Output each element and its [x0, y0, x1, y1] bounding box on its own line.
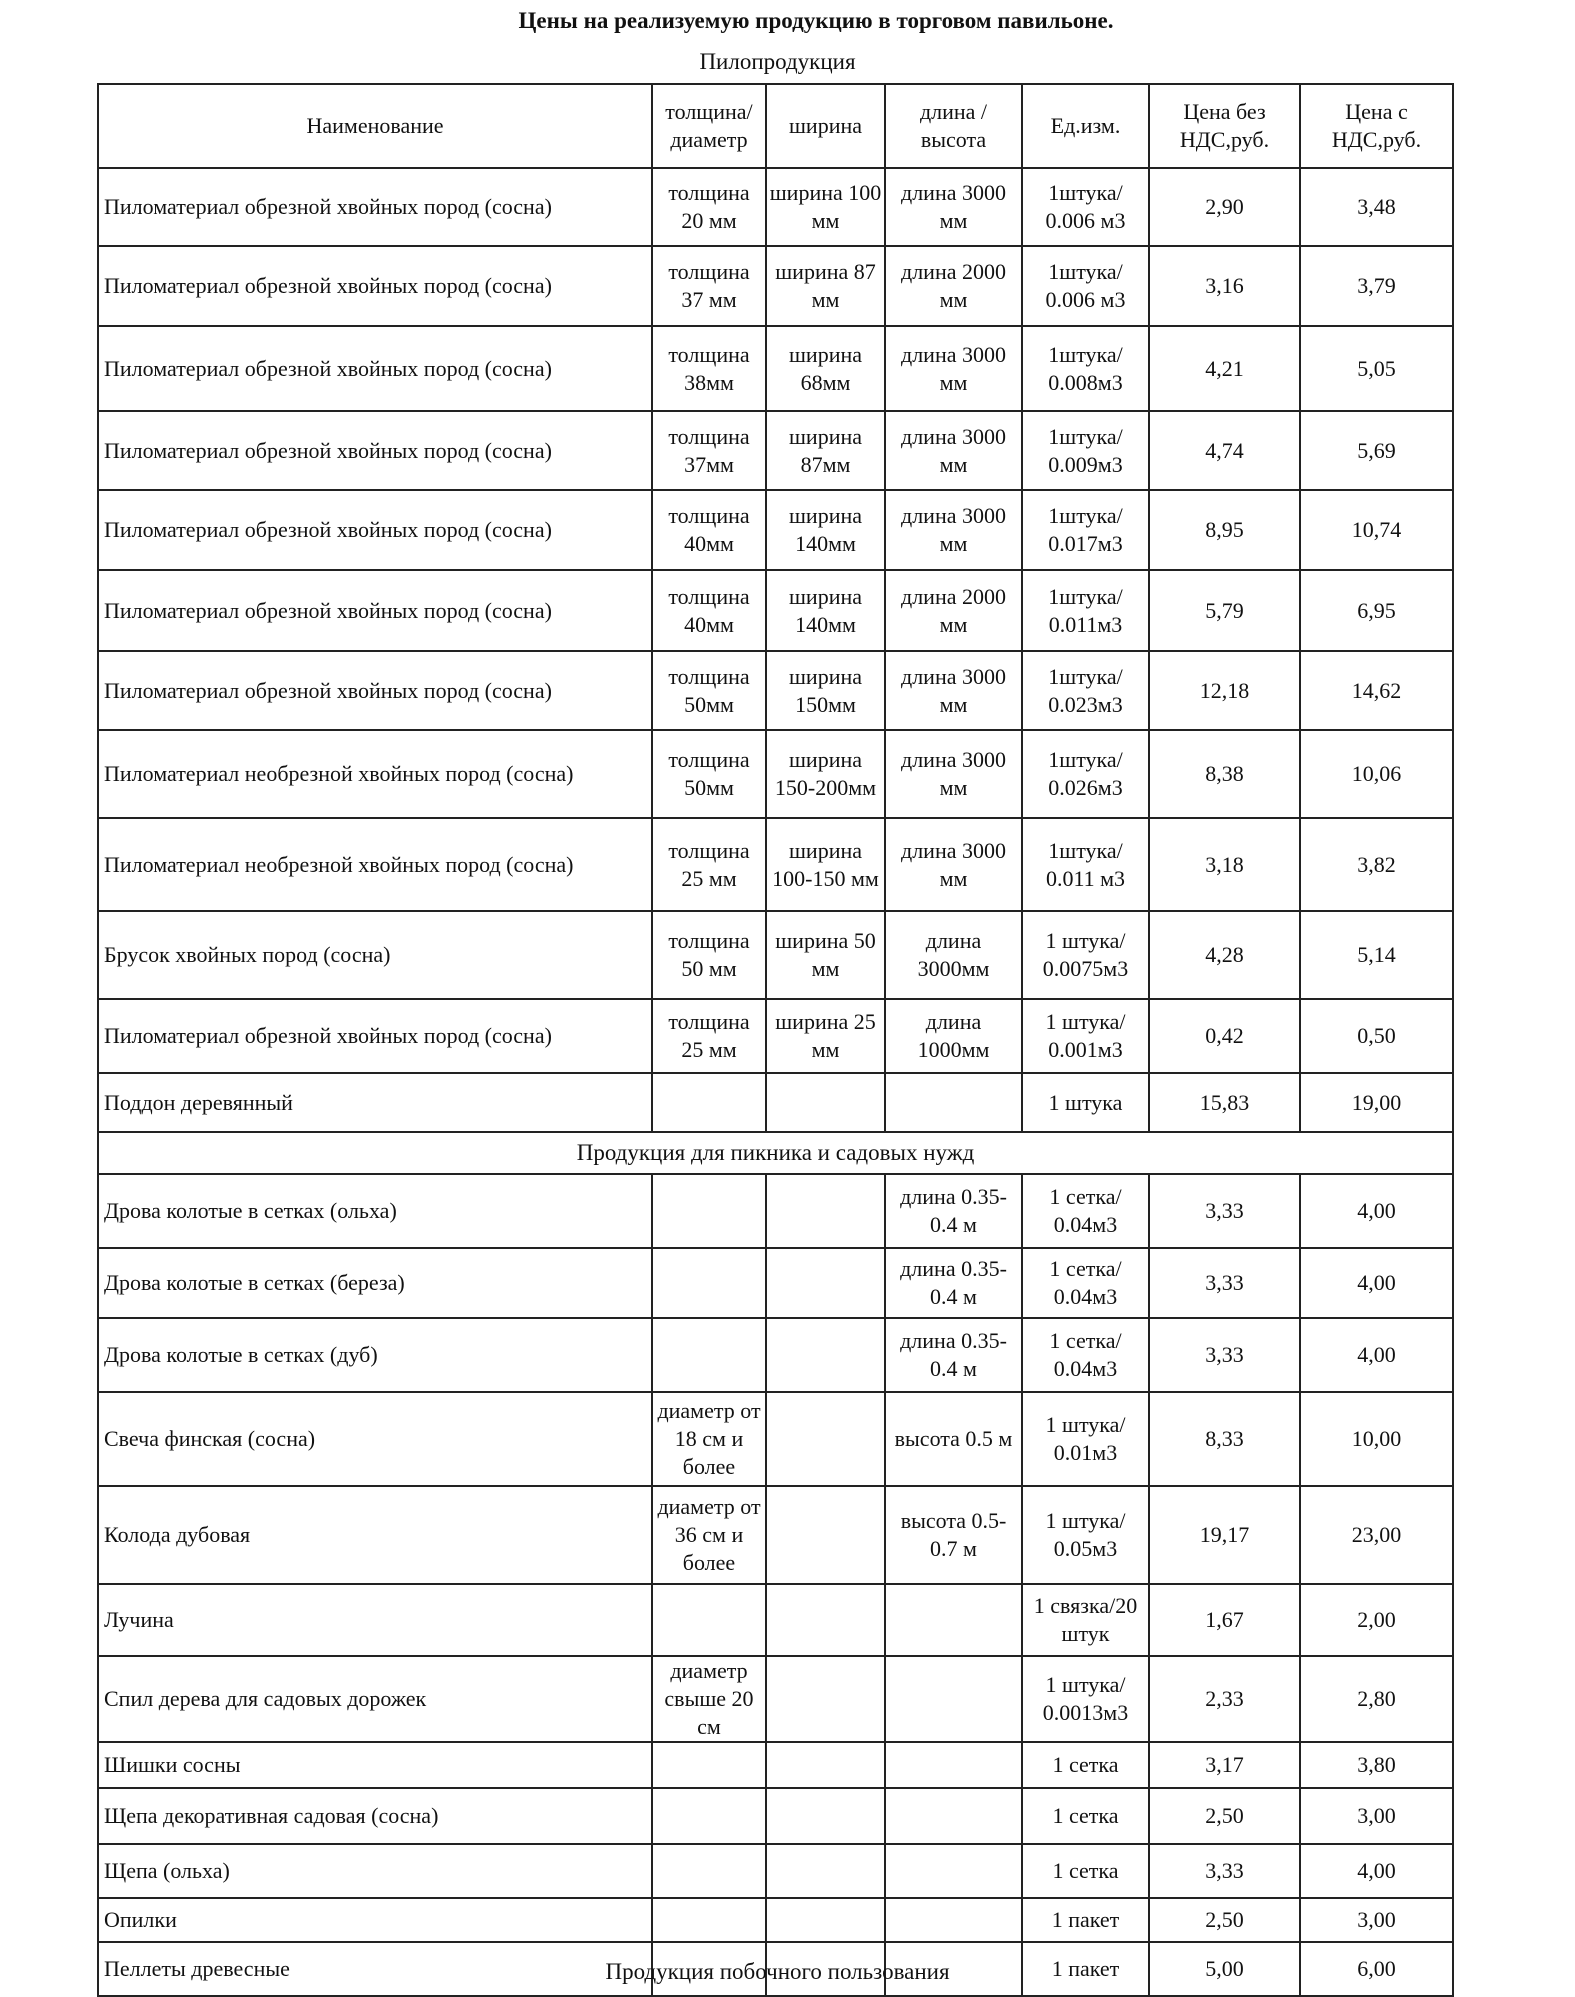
table-row	[98, 818, 1453, 911]
table-row	[98, 490, 1453, 570]
item-name: Пиломатериал обрезной хвойных пород (сосна)	[98, 326, 652, 411]
length-cell: длина 1000мм	[885, 999, 1022, 1073]
unit-cell: 1 штука/ 0.0075м3	[1022, 911, 1149, 999]
thickness-cell: толщина 40мм	[652, 490, 766, 570]
price-vat-cell: 3,48	[1300, 168, 1453, 246]
length-cell: длина 0.35- 0.4 м	[885, 1174, 1022, 1248]
width-cell	[766, 1248, 885, 1318]
width-cell: ширина 140мм	[766, 490, 885, 570]
table-row	[98, 411, 1453, 490]
unit-cell: 1 сетка/ 0.04м3	[1022, 1174, 1149, 1248]
table-row	[98, 730, 1453, 818]
thickness-cell	[652, 1742, 766, 1788]
table-row	[98, 1248, 1453, 1318]
thickness-cell	[652, 1073, 766, 1132]
item-name: Пиломатериал необрезной хвойных пород (сосна)	[98, 818, 652, 911]
item-name: Пиломатериал обрезной хвойных пород (сосна)	[98, 168, 652, 246]
item-name: Колода дубовая	[98, 1486, 652, 1584]
price-vat-cell: 19,00	[1300, 1073, 1453, 1132]
price-vat-cell: 5,05	[1300, 326, 1453, 411]
unit-cell: 1 сетка	[1022, 1788, 1149, 1844]
table-row	[98, 999, 1453, 1073]
unit-cell: 1 сетка	[1022, 1742, 1149, 1788]
thickness-cell: диаметр от 18 см и более	[652, 1392, 766, 1486]
length-cell: длина 3000 мм	[885, 818, 1022, 911]
length-cell: длина 2000 мм	[885, 246, 1022, 326]
header-unit: Ед.изм.	[1022, 84, 1149, 168]
length-cell: длина 3000 мм	[885, 651, 1022, 730]
item-name: Пиломатериал обрезной хвойных пород (сосна)	[98, 999, 652, 1073]
item-name: Щепа (ольха)	[98, 1844, 652, 1898]
thickness-cell: толщина 25 мм	[652, 999, 766, 1073]
price-no-vat-cell: 3,33	[1149, 1248, 1300, 1318]
price-vat-cell: 23,00	[1300, 1486, 1453, 1584]
width-cell	[766, 1584, 885, 1656]
thickness-cell: толщина 37 мм	[652, 246, 766, 326]
price-no-vat-cell: 8,33	[1149, 1392, 1300, 1486]
item-name: Дрова колотые в сетках (дуб)	[98, 1318, 652, 1392]
width-cell	[766, 1073, 885, 1132]
thickness-cell	[652, 1174, 766, 1248]
header-name: Наименование	[98, 84, 652, 168]
price-vat-cell: 10,00	[1300, 1392, 1453, 1486]
length-cell: длина 3000 мм	[885, 490, 1022, 570]
width-cell	[766, 1174, 885, 1248]
price-no-vat-cell: 3,18	[1149, 818, 1300, 911]
price-vat-cell: 3,80	[1300, 1742, 1453, 1788]
table-row	[98, 1486, 1453, 1584]
item-name: Спил дерева для садовых дорожек	[98, 1656, 652, 1742]
item-name: Пиломатериал обрезной хвойных пород (сосна)	[98, 490, 652, 570]
unit-cell: 1 пакет	[1022, 1898, 1149, 1942]
price-vat-cell: 5,69	[1300, 411, 1453, 490]
price-vat-cell: 4,00	[1300, 1248, 1453, 1318]
price-no-vat-cell: 4,28	[1149, 911, 1300, 999]
thickness-cell	[652, 1844, 766, 1898]
price-no-vat-cell: 5,00	[1149, 1942, 1300, 1996]
unit-cell: 1 сетка/ 0.04м3	[1022, 1318, 1149, 1392]
price-no-vat-cell: 2,50	[1149, 1898, 1300, 1942]
table-row	[98, 1844, 1453, 1898]
thickness-cell: толщина 20 мм	[652, 168, 766, 246]
length-cell: длина 0.35- 0.4 м	[885, 1318, 1022, 1392]
price-no-vat-cell: 3,33	[1149, 1844, 1300, 1898]
table-row	[98, 1656, 1453, 1742]
unit-cell: 1 штука/ 0.001м3	[1022, 999, 1149, 1073]
length-cell	[885, 1584, 1022, 1656]
width-cell: ширина 87 мм	[766, 246, 885, 326]
thickness-cell: диаметр свыше 20 см	[652, 1656, 766, 1742]
thickness-cell	[652, 1898, 766, 1942]
width-cell: ширина 68мм	[766, 326, 885, 411]
table-row	[98, 326, 1453, 411]
price-vat-cell: 6,00	[1300, 1942, 1453, 1996]
table-row	[98, 1318, 1453, 1392]
unit-cell: 1штука/ 0.006 м3	[1022, 246, 1149, 326]
width-cell: ширина 87мм	[766, 411, 885, 490]
price-vat-cell: 10,06	[1300, 730, 1453, 818]
header-thickness: толщина/ диаметр	[652, 84, 766, 168]
section-heading-picnic: Продукция для пикника и садовых нужд	[98, 1132, 1453, 1174]
item-name: Брусок хвойных пород (сосна)	[98, 911, 652, 999]
item-name: Дрова колотые в сетках (ольха)	[98, 1174, 652, 1248]
unit-cell: 1 сетка/ 0.04м3	[1022, 1248, 1149, 1318]
item-name: Пиломатериал обрезной хвойных пород (сосна)	[98, 411, 652, 490]
price-vat-cell: 6,95	[1300, 570, 1453, 651]
price-vat-cell: 2,00	[1300, 1584, 1453, 1656]
thickness-cell: толщина 25 мм	[652, 818, 766, 911]
width-cell	[766, 1486, 885, 1584]
width-cell	[766, 1844, 885, 1898]
price-no-vat-cell: 2,33	[1149, 1656, 1300, 1742]
unit-cell: 1штука/ 0.017м3	[1022, 490, 1149, 570]
header-width: ширина	[766, 84, 885, 168]
header-price-vat: Цена с НДС,руб.	[1300, 84, 1453, 168]
table-row	[98, 246, 1453, 326]
width-cell: ширина 100-150 мм	[766, 818, 885, 911]
unit-cell: 1 штука/ 0.05м3	[1022, 1486, 1149, 1584]
unit-cell: 1штука/ 0.006 м3	[1022, 168, 1149, 246]
thickness-cell: толщина 50мм	[652, 730, 766, 818]
item-name: Поддон деревянный	[98, 1073, 652, 1132]
table-row	[98, 1174, 1453, 1248]
length-cell	[885, 1073, 1022, 1132]
price-vat-cell: 4,00	[1300, 1318, 1453, 1392]
unit-cell: 1штука/ 0.009м3	[1022, 411, 1149, 490]
table-header-row	[98, 84, 1453, 168]
section-heading-byproduct: Продукция побочного пользования	[605, 1959, 950, 1984]
item-name: Пиломатериал обрезной хвойных пород (сосна)	[98, 651, 652, 730]
price-vat-cell: 4,00	[1300, 1174, 1453, 1248]
price-no-vat-cell: 0,42	[1149, 999, 1300, 1073]
section-heading-row-picnic	[98, 1132, 1453, 1174]
length-cell	[885, 1788, 1022, 1844]
width-cell	[766, 1788, 885, 1844]
price-no-vat-cell: 2,90	[1149, 168, 1300, 246]
thickness-cell: толщина 37мм	[652, 411, 766, 490]
width-cell: ширина 25 мм	[766, 999, 885, 1073]
table-row	[98, 570, 1453, 651]
item-name: Пиломатериал обрезной хвойных пород (сосна)	[98, 246, 652, 326]
section-heading-lumber: Пилопродукция	[699, 49, 856, 74]
table-row	[98, 1073, 1453, 1132]
thickness-cell	[652, 1788, 766, 1844]
price-vat-cell: 3,82	[1300, 818, 1453, 911]
unit-cell: 1 сетка	[1022, 1844, 1149, 1898]
thickness-cell: толщина 50мм	[652, 651, 766, 730]
price-no-vat-cell: 4,21	[1149, 326, 1300, 411]
price-vat-cell: 3,00	[1300, 1788, 1453, 1844]
item-name: Шишки сосны	[98, 1742, 652, 1788]
unit-cell: 1штука/ 0.008м3	[1022, 326, 1149, 411]
table-row	[98, 1788, 1453, 1844]
item-name: Щепа декоративная садовая (сосна)	[98, 1788, 652, 1844]
thickness-cell	[652, 1584, 766, 1656]
unit-cell: 1 штука	[1022, 1073, 1149, 1132]
length-cell: длина 3000мм	[885, 911, 1022, 999]
document-title: Цены на реализуемую продукцию в торговом павильоне.	[518, 8, 1114, 33]
table-row	[98, 651, 1453, 730]
width-cell: ширина 150-200мм	[766, 730, 885, 818]
header-price-no-vat: Цена без НДС,руб.	[1149, 84, 1300, 168]
length-cell: длина 0.35- 0.4 м	[885, 1248, 1022, 1318]
table-row	[98, 1742, 1453, 1788]
thickness-cell: диаметр от 36 см и более	[652, 1486, 766, 1584]
price-no-vat-cell: 15,83	[1149, 1073, 1300, 1132]
price-no-vat-cell: 5,79	[1149, 570, 1300, 651]
thickness-cell: толщина 50 мм	[652, 911, 766, 999]
length-cell: длина 2000 мм	[885, 570, 1022, 651]
item-name: Лучина	[98, 1584, 652, 1656]
price-no-vat-cell: 2,50	[1149, 1788, 1300, 1844]
price-no-vat-cell: 12,18	[1149, 651, 1300, 730]
width-cell	[766, 1898, 885, 1942]
length-cell: длина 3000 мм	[885, 168, 1022, 246]
price-no-vat-cell: 3,17	[1149, 1742, 1300, 1788]
length-cell: высота 0.5- 0.7 м	[885, 1486, 1022, 1584]
price-table	[97, 83, 1454, 1997]
unit-cell: 1штука/ 0.011 м3	[1022, 818, 1149, 911]
price-no-vat-cell: 19,17	[1149, 1486, 1300, 1584]
price-no-vat-cell: 3,33	[1149, 1174, 1300, 1248]
length-cell	[885, 1898, 1022, 1942]
price-no-vat-cell: 1,67	[1149, 1584, 1300, 1656]
price-no-vat-cell: 3,33	[1149, 1318, 1300, 1392]
length-cell	[885, 1844, 1022, 1898]
item-name: Пеллеты древесные	[98, 1942, 652, 1996]
width-cell	[766, 1318, 885, 1392]
unit-cell: 1 пакет	[1022, 1942, 1149, 1996]
unit-cell: 1 связка/20 штук	[1022, 1584, 1149, 1656]
length-cell: высота 0.5 м	[885, 1392, 1022, 1486]
price-vat-cell: 0,50	[1300, 999, 1453, 1073]
unit-cell: 1 штука/ 0.01м3	[1022, 1392, 1149, 1486]
width-cell: ширина 150мм	[766, 651, 885, 730]
thickness-cell: толщина 40мм	[652, 570, 766, 651]
width-cell	[766, 1392, 885, 1486]
price-vat-cell: 14,62	[1300, 651, 1453, 730]
price-vat-cell: 4,00	[1300, 1844, 1453, 1898]
width-cell: ширина 100 мм	[766, 168, 885, 246]
price-no-vat-cell: 8,95	[1149, 490, 1300, 570]
table-row	[98, 1584, 1453, 1656]
header-length: длина /высота	[885, 84, 1022, 168]
unit-cell: 1штука/ 0.011м3	[1022, 570, 1149, 651]
unit-cell: 1штука/ 0.023м3	[1022, 651, 1149, 730]
price-vat-cell: 10,74	[1300, 490, 1453, 570]
thickness-cell	[652, 1318, 766, 1392]
price-vat-cell: 3,79	[1300, 246, 1453, 326]
length-cell: длина 3000 мм	[885, 730, 1022, 818]
table-row	[98, 1898, 1453, 1942]
item-name: Свеча финская (сосна)	[98, 1392, 652, 1486]
price-vat-cell: 5,14	[1300, 911, 1453, 999]
length-cell	[885, 1742, 1022, 1788]
price-no-vat-cell: 4,74	[1149, 411, 1300, 490]
table-row	[98, 1392, 1453, 1486]
item-name: Дрова колотые в сетках (береза)	[98, 1248, 652, 1318]
width-cell: ширина 50 мм	[766, 911, 885, 999]
thickness-cell	[652, 1248, 766, 1318]
width-cell	[766, 1656, 885, 1742]
price-vat-cell: 2,80	[1300, 1656, 1453, 1742]
price-no-vat-cell: 3,16	[1149, 246, 1300, 326]
width-cell: ширина 140мм	[766, 570, 885, 651]
length-cell: длина 3000 мм	[885, 326, 1022, 411]
table-row	[98, 911, 1453, 999]
price-no-vat-cell: 8,38	[1149, 730, 1300, 818]
item-name: Опилки	[98, 1898, 652, 1942]
item-name: Пиломатериал обрезной хвойных пород (сосна)	[98, 570, 652, 651]
width-cell	[766, 1742, 885, 1788]
length-cell	[885, 1656, 1022, 1742]
price-vat-cell: 3,00	[1300, 1898, 1453, 1942]
unit-cell: 1 штука/ 0.0013м3	[1022, 1656, 1149, 1742]
length-cell: длина 3000 мм	[885, 411, 1022, 490]
table-row	[98, 168, 1453, 246]
thickness-cell: толщина 38мм	[652, 326, 766, 411]
item-name: Пиломатериал необрезной хвойных пород (сосна)	[98, 730, 652, 818]
unit-cell: 1штука/ 0.026м3	[1022, 730, 1149, 818]
